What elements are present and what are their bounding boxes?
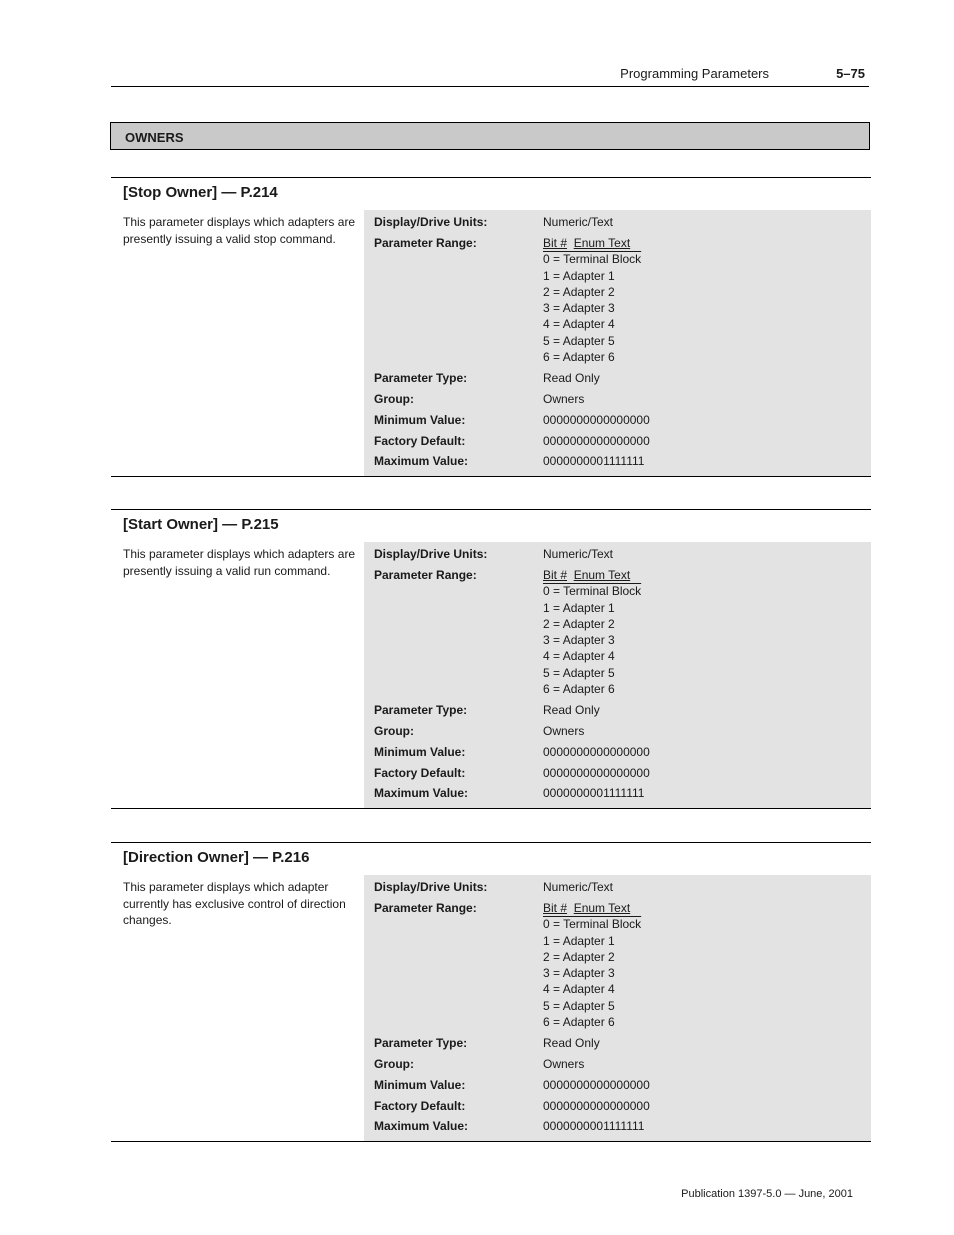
range-header-enum: Enum Text bbox=[573, 236, 631, 250]
range-header-enum: Enum Text bbox=[573, 568, 631, 582]
param-description: This parameter displays which adapters are presently issuing a valid run command. bbox=[123, 547, 356, 578]
range-item: 4 = Adapter 4 bbox=[543, 649, 615, 664]
value-display-units: Numeric/Text bbox=[543, 880, 614, 894]
value-parameter-type: Read Only bbox=[543, 703, 600, 717]
label-minimum-value: Minimum Value: bbox=[374, 1078, 466, 1092]
value-group: Owners bbox=[543, 724, 585, 738]
range-item: 4 = Adapter 4 bbox=[543, 317, 615, 332]
param-details-panel bbox=[364, 210, 871, 476]
label-group: Group: bbox=[374, 1057, 414, 1071]
value-parameter-type: Read Only bbox=[543, 371, 600, 385]
label-parameter-range: Parameter Range: bbox=[374, 568, 477, 582]
label-parameter-range: Parameter Range: bbox=[374, 236, 477, 250]
value-factory-default: 0000000000000000 bbox=[543, 766, 650, 780]
value-group: Owners bbox=[543, 392, 585, 406]
label-parameter-type: Parameter Type: bbox=[374, 371, 468, 385]
param-description: This parameter displays which adapter currently has exclusive control of direction changes. bbox=[123, 880, 346, 927]
range-header bbox=[543, 235, 641, 251]
value-minimum-value: 0000000000000000 bbox=[543, 1078, 650, 1092]
range-item: 6 = Adapter 6 bbox=[543, 682, 615, 697]
label-display-units: Display/Drive Units: bbox=[374, 547, 488, 561]
range-header-bit: Bit # bbox=[543, 236, 568, 250]
range-item: 4 = Adapter 4 bbox=[543, 982, 615, 997]
value-parameter-range bbox=[543, 567, 641, 697]
param-details-panel bbox=[364, 875, 871, 1141]
range-item: 6 = Adapter 6 bbox=[543, 1015, 615, 1030]
range-header bbox=[543, 567, 641, 583]
value-factory-default: 0000000000000000 bbox=[543, 1099, 650, 1113]
value-display-units: Numeric/Text bbox=[543, 547, 614, 561]
range-item: 0 = Terminal Block bbox=[543, 917, 642, 932]
range-item: 1 = Adapter 1 bbox=[543, 933, 615, 948]
range-item: 3 = Adapter 3 bbox=[543, 966, 615, 981]
label-maximum-value: Maximum Value: bbox=[374, 1119, 469, 1133]
value-group: Owners bbox=[543, 1057, 585, 1071]
range-header-enum: Enum Text bbox=[573, 901, 631, 915]
value-factory-default: 0000000000000000 bbox=[543, 434, 650, 448]
label-display-units: Display/Drive Units: bbox=[374, 880, 488, 894]
label-group: Group: bbox=[374, 392, 414, 406]
section-band bbox=[110, 122, 870, 150]
label-factory-default: Factory Default: bbox=[374, 1099, 466, 1113]
label-factory-default: Factory Default: bbox=[374, 766, 466, 780]
range-header bbox=[543, 900, 641, 916]
range-item: 2 = Adapter 2 bbox=[543, 949, 615, 964]
value-parameter-type: Read Only bbox=[543, 1036, 600, 1050]
range-item: 5 = Adapter 5 bbox=[543, 665, 615, 680]
label-parameter-type: Parameter Type: bbox=[374, 703, 468, 717]
param-title: [Stop Owner] — P.214 bbox=[123, 184, 278, 201]
value-parameter-range bbox=[543, 900, 641, 1030]
label-minimum-value: Minimum Value: bbox=[374, 413, 466, 427]
value-maximum-value: 0000000001111111 bbox=[543, 1119, 645, 1133]
label-maximum-value: Maximum Value: bbox=[374, 454, 469, 468]
running-header bbox=[111, 64, 869, 87]
range-item: 0 = Terminal Block bbox=[543, 252, 642, 267]
label-maximum-value: Maximum Value: bbox=[374, 786, 469, 800]
param-title: [Direction Owner] — P.216 bbox=[123, 849, 310, 866]
range-item: 3 = Adapter 3 bbox=[543, 301, 615, 316]
range-item: 5 = Adapter 5 bbox=[543, 998, 615, 1013]
range-item: 0 = Terminal Block bbox=[543, 584, 642, 599]
range-item: 2 = Adapter 2 bbox=[543, 284, 615, 299]
range-item: 1 = Adapter 1 bbox=[543, 600, 615, 615]
param-block-direction-owner bbox=[111, 842, 871, 1142]
value-minimum-value: 0000000000000000 bbox=[543, 413, 650, 427]
label-group: Group: bbox=[374, 724, 414, 738]
section-title: OWNERS bbox=[125, 130, 184, 145]
label-display-units: Display/Drive Units: bbox=[374, 215, 488, 229]
page-number: 5–75 bbox=[836, 66, 865, 81]
value-display-units: Numeric/Text bbox=[543, 215, 614, 229]
param-description: This parameter displays which adapters are presently issuing a valid stop command. bbox=[123, 215, 356, 246]
label-parameter-range: Parameter Range: bbox=[374, 901, 477, 915]
page-footer: Publication 1397-5.0 — June, 2001 bbox=[681, 1188, 853, 1200]
range-header-bit: Bit # bbox=[543, 901, 568, 915]
value-parameter-range bbox=[543, 235, 641, 365]
range-header-bit: Bit # bbox=[543, 568, 568, 582]
label-minimum-value: Minimum Value: bbox=[374, 745, 466, 759]
range-item: 6 = Adapter 6 bbox=[543, 350, 615, 365]
value-maximum-value: 0000000001111111 bbox=[543, 786, 645, 800]
header-title: Programming Parameters bbox=[620, 66, 769, 81]
param-block-start-owner bbox=[111, 509, 871, 809]
range-item: 5 = Adapter 5 bbox=[543, 333, 615, 348]
label-factory-default: Factory Default: bbox=[374, 434, 466, 448]
value-minimum-value: 0000000000000000 bbox=[543, 745, 650, 759]
param-details-panel bbox=[364, 542, 871, 808]
value-maximum-value: 0000000001111111 bbox=[543, 454, 645, 468]
param-block-stop-owner bbox=[111, 177, 871, 477]
label-parameter-type: Parameter Type: bbox=[374, 1036, 468, 1050]
range-item: 3 = Adapter 3 bbox=[543, 633, 615, 648]
range-item: 1 = Adapter 1 bbox=[543, 268, 615, 283]
param-title: [Start Owner] — P.215 bbox=[123, 516, 279, 533]
range-item: 2 = Adapter 2 bbox=[543, 616, 615, 631]
